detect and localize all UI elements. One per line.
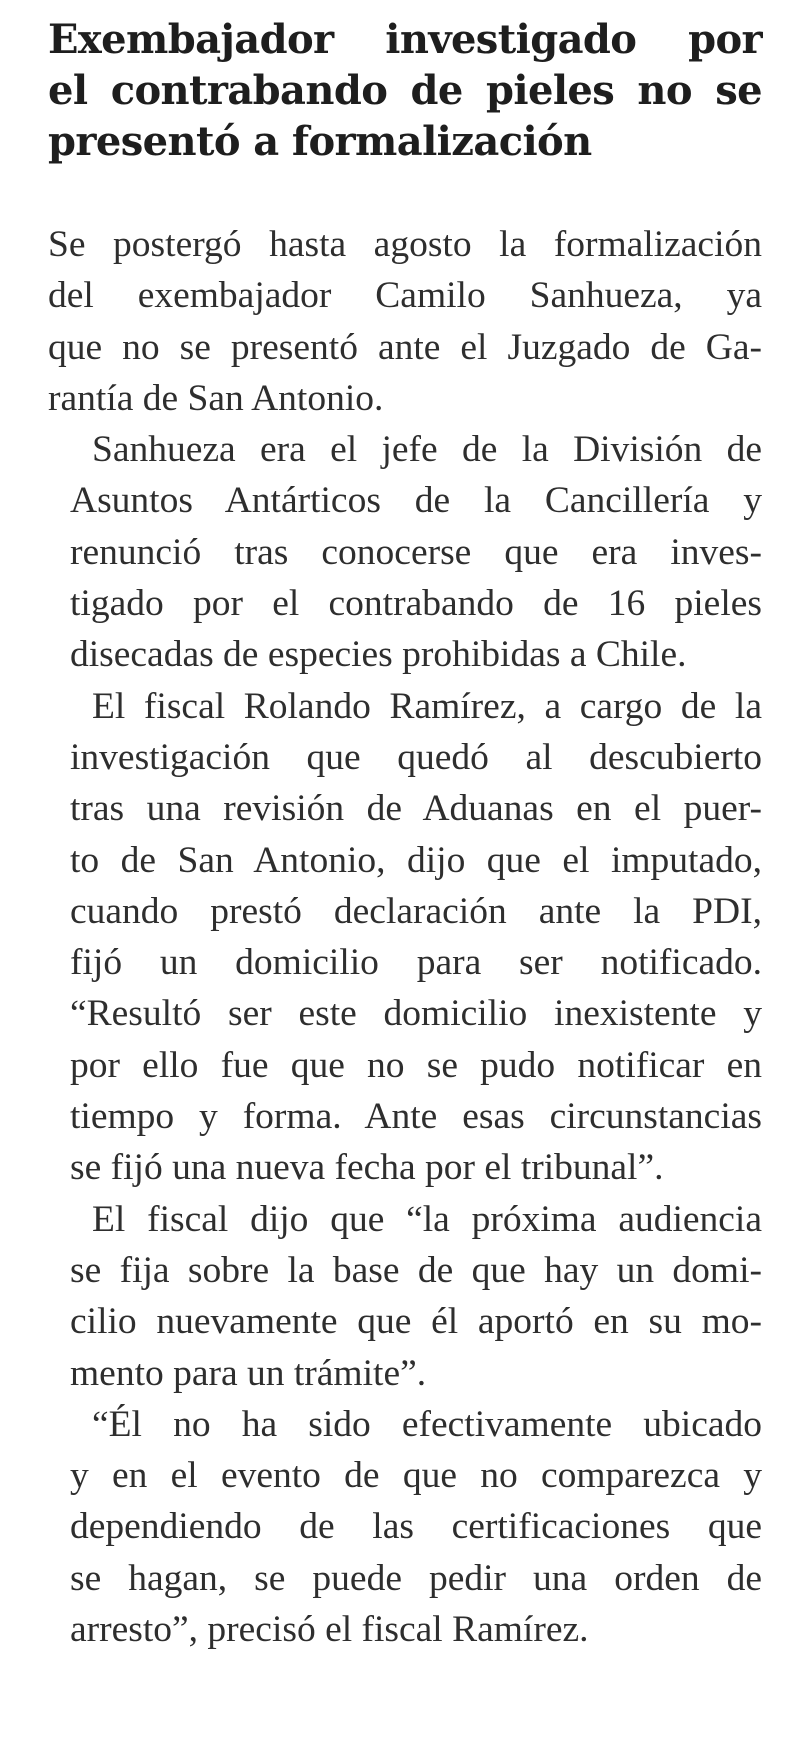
text-line: “Él no ha sido efectivamente ubicado bbox=[92, 1403, 762, 1445]
text-line: dependiendo de las certificaciones que bbox=[70, 1506, 762, 1548]
text-line: El fiscal Rolando Ramírez, a cargo de la bbox=[92, 685, 762, 727]
text-line: se fijó una nueva fecha por el tribunal”. bbox=[70, 1147, 664, 1189]
headline-line: presentó a formalización bbox=[48, 118, 592, 165]
text-line: tigado por el contrabando de 16 pieles bbox=[70, 583, 762, 625]
article-paragraph-3 bbox=[48, 681, 762, 1194]
text-line: Asuntos Antárticos de la Cancillería y bbox=[70, 480, 762, 522]
text-line: del exembajador Camilo Sanhueza, ya bbox=[48, 275, 762, 317]
news-article bbox=[48, 14, 762, 1655]
text-line: mento para un trámite”. bbox=[70, 1352, 427, 1394]
headline-line: el contrabando de pieles no se bbox=[48, 67, 762, 114]
text-line: se hagan, se puede pedir una orden de bbox=[70, 1557, 762, 1599]
article-headline bbox=[48, 14, 762, 167]
text-line: arresto”, precisó el fiscal Ramírez. bbox=[70, 1609, 589, 1651]
text-line: tiempo y forma. Ante esas circunstancias bbox=[70, 1096, 762, 1138]
article-body bbox=[48, 219, 762, 1655]
text-line: rantía de San Antonio. bbox=[48, 377, 384, 419]
text-line: renunció tras conocerse que era inves- bbox=[70, 531, 762, 573]
text-line: Se postergó hasta agosto la formalización bbox=[48, 224, 762, 265]
article-paragraph-2 bbox=[48, 424, 762, 680]
text-line: tras una revisión de Aduanas en el puer- bbox=[70, 788, 762, 830]
article-paragraph-5 bbox=[48, 1399, 762, 1655]
text-line: “Resultó ser este domicilio inexistente y bbox=[70, 993, 762, 1035]
text-line: se fija sobre la base de que hay un domi- bbox=[70, 1249, 762, 1291]
text-line: fijó un domicilio para ser notificado. bbox=[70, 942, 762, 984]
text-line: to de San Antonio, dijo que el imputado, bbox=[70, 839, 762, 881]
article-paragraph-1 bbox=[48, 219, 762, 424]
text-line: Sanhueza era el jefe de la División de bbox=[92, 429, 762, 471]
text-line: por ello fue que no se pudo notificar en bbox=[70, 1044, 762, 1086]
text-line: El fiscal dijo que “la próxima audiencia bbox=[92, 1198, 762, 1240]
text-line: investigación que quedó al descubierto bbox=[70, 736, 762, 778]
text-line: y en el evento de que no comparezca y bbox=[70, 1455, 762, 1497]
article-paragraph-4 bbox=[48, 1194, 762, 1399]
text-line: que no se presentó ante el Juzgado de Ga- bbox=[48, 326, 762, 368]
text-line: disecadas de especies prohibidas a Chile. bbox=[70, 634, 687, 676]
headline-line: Exembajador investigado por bbox=[48, 16, 762, 63]
text-line: cuando prestó declaración ante la PDI, bbox=[70, 890, 762, 932]
text-line: cilio nuevamente que él aportó en su mo- bbox=[70, 1301, 762, 1343]
